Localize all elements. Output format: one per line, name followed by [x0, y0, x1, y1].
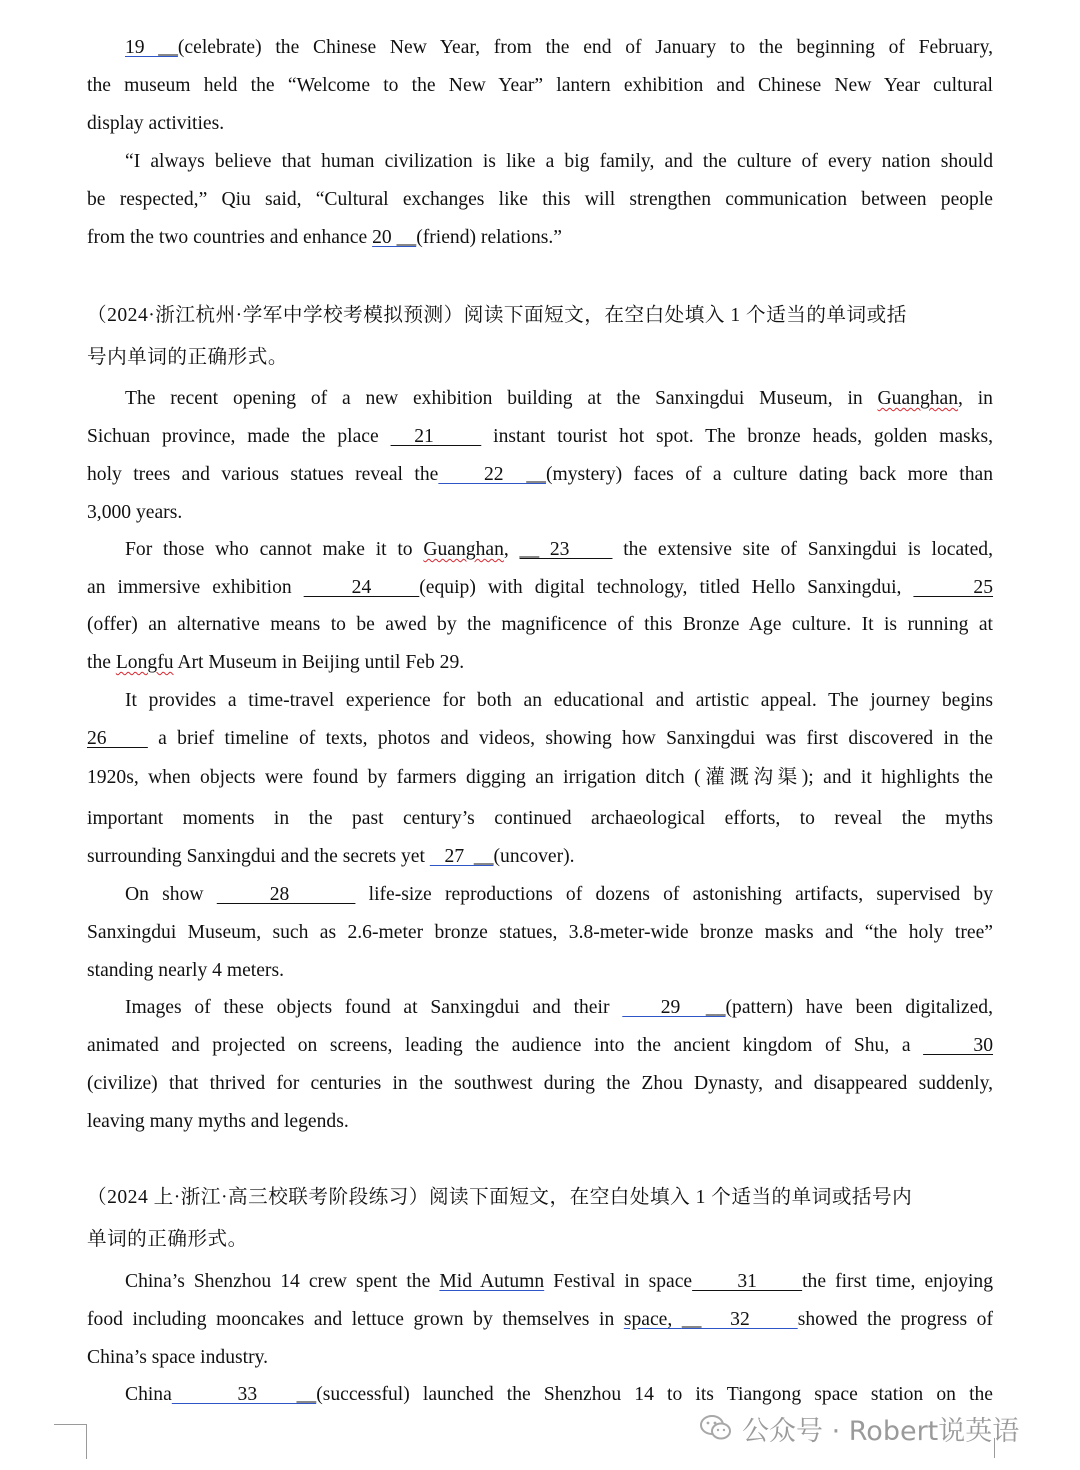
line-text: (friend) relations.”	[416, 227, 562, 248]
line-text: China	[125, 1384, 172, 1405]
line-text: ,	[503, 539, 520, 560]
line-text: the first time, enjoying	[802, 1271, 994, 1292]
text-line	[87, 418, 993, 456]
text-line	[125, 989, 993, 1027]
text-line: the museum held the “Welcome to the New Year” lantern exhibition and Chinese New Year cultural	[87, 75, 993, 96]
line-text: (mystery) faces of a culture dating back more than	[545, 464, 993, 485]
text-line: (offer) an alternative means to be awed by the magnificence of this Bronze Age culture. It is running at	[87, 614, 993, 635]
line-text: showed the progress of	[797, 1309, 993, 1330]
text-line: “I always believe that human civilization is like a big family, and the culture of every nation should	[125, 151, 993, 172]
section-heading: 单词的正确形式。	[87, 1229, 248, 1250]
line-text: The recent opening of a new exhibition building at the Sanxingdui Museum, in	[125, 388, 878, 409]
text-line: Sanxingdui Museum, such as 2.6-meter bronze statues, 3.8-meter-wide bronze masks and “the holy tree”	[87, 922, 993, 943]
blank-19[interactable]: 19 __	[125, 37, 178, 58]
line-text: holy trees and various statues reveal the	[87, 464, 439, 485]
line-text: (successful) launched the Shenzhou 14 to its Tiangong space station on the	[316, 1384, 993, 1405]
text-line	[87, 644, 993, 682]
watermark	[700, 1404, 1019, 1452]
line-text: instant tourist hot spot. The bronze heads, golden masks,	[481, 426, 994, 447]
page-corner-mark	[54, 1424, 87, 1459]
line-text: Art Museum in Beijing until Feb 29.	[173, 652, 465, 673]
line-text: For those who cannot make it to	[125, 539, 424, 560]
line-text: the	[87, 652, 116, 673]
line-text: Images of these objects found at Sanxingdui and their	[125, 997, 623, 1018]
text-line	[87, 720, 993, 758]
line-text: (equip) with digital technology, titled Hello Sanxingdui,	[419, 577, 914, 598]
text-line: 3,000 years.	[87, 502, 183, 523]
proper-noun: Guanghan	[877, 388, 959, 409]
text-line	[125, 29, 993, 67]
text-line: display activities.	[87, 113, 225, 134]
line-text: an immersive exhibition	[87, 577, 304, 598]
line-text: On show	[125, 884, 217, 905]
text-line: standing nearly 4 meters.	[87, 960, 284, 981]
text-line: important moments in the past century’s continued archaeological efforts, to reveal the myths	[87, 808, 993, 829]
line-text: surrounding Sanxingdui and the secrets yet	[87, 846, 430, 867]
underlined-term: space,	[623, 1309, 682, 1330]
text-line: (civilize) that thrived for centuries in the southwest during the Zhou Dynasty, and disappeared suddenly,	[87, 1073, 993, 1094]
text-line	[125, 876, 993, 914]
line-text: (uncover).	[493, 846, 575, 867]
blank-25[interactable]: 25	[913, 577, 994, 598]
text-line: leaving many myths and legends.	[87, 1111, 349, 1132]
text-line	[87, 1027, 993, 1065]
line-text: Sichuan province, made the place	[87, 426, 391, 447]
text-line: It provides a time-travel experience for both an educational and artistic appeal. The journey begins	[125, 690, 993, 711]
text-line	[87, 1301, 993, 1339]
blank-28[interactable]: 28	[216, 884, 356, 905]
watermark-text: 公众号 · Robert说英语	[742, 1415, 1020, 1447]
text-line: 1920s, when objects were found by farmers digging an irrigation ditch (灌溉沟渠); and it highlights the	[87, 767, 993, 788]
section-heading: （2024·浙江杭州·学军中学校考模拟预测）阅读下面短文，在空白处填入 1 个适当的单词或括	[87, 305, 907, 326]
blank-32[interactable]: __ 32	[681, 1309, 798, 1330]
blank-22[interactable]: 22 __	[438, 464, 546, 485]
line-text: , in	[958, 388, 993, 409]
line-text: animated and projected on screens, leading the audience into the ancient kingdom of Shu, a	[87, 1035, 924, 1056]
blank-26[interactable]: 26	[87, 728, 148, 749]
text-line	[87, 219, 993, 257]
text-line	[87, 838, 993, 876]
underlined-term: Mid Autumn	[439, 1271, 545, 1292]
section-heading: （2024 上·浙江·高三校联考阶段练习）阅读下面短文，在空白处填入 1 个适当的单词或括号内	[87, 1187, 913, 1208]
line-text: (pattern) have been digitalized,	[725, 997, 993, 1018]
text-line	[125, 1263, 993, 1301]
text-line	[125, 380, 993, 418]
line-text: Festival in space	[544, 1271, 693, 1292]
line-text: life-size reproductions of dozens of astonishing artifacts, supervised by	[355, 884, 993, 905]
text-line: China’s space industry.	[87, 1347, 269, 1368]
blank-27[interactable]: 27 __	[429, 846, 494, 867]
line-text: food including mooncakes and lettuce grown by themselves in	[87, 1309, 624, 1330]
line-text: the extensive site of Sanxingdui is located,	[612, 539, 993, 560]
blank-29[interactable]: 29 __	[622, 997, 726, 1018]
blank-23[interactable]: __ 23	[519, 539, 613, 560]
section-heading: 号内单词的正确形式。	[87, 347, 288, 368]
line-text: (celebrate) the Chinese New Year, from the end of January to the beginning of February,	[177, 37, 993, 58]
line-text: from the two countries and enhance	[87, 227, 373, 248]
text-line	[125, 531, 993, 569]
line-text: a brief timeline of texts, photos and videos, showing how Sanxingdui was first discovered in the	[147, 728, 994, 749]
text-line: be respected,” Qiu said, “Cultural exchanges like this will strengthen communication between people	[87, 189, 993, 210]
blank-20[interactable]: 20 __	[372, 227, 417, 248]
blank-21[interactable]: 21	[390, 426, 482, 447]
blank-30[interactable]: 30	[923, 1035, 994, 1056]
proper-noun: Guanghan	[423, 539, 504, 560]
proper-noun: Longfu	[115, 652, 174, 673]
blank-31[interactable]: 31	[692, 1271, 803, 1292]
blank-24[interactable]: 24	[303, 577, 420, 598]
blank-33[interactable]: 33 __	[171, 1384, 317, 1405]
text-line	[87, 569, 993, 607]
line-text: China’s Shenzhou 14 crew spent the	[125, 1271, 440, 1292]
wechat-icon	[700, 1414, 732, 1442]
text-line	[87, 456, 993, 494]
